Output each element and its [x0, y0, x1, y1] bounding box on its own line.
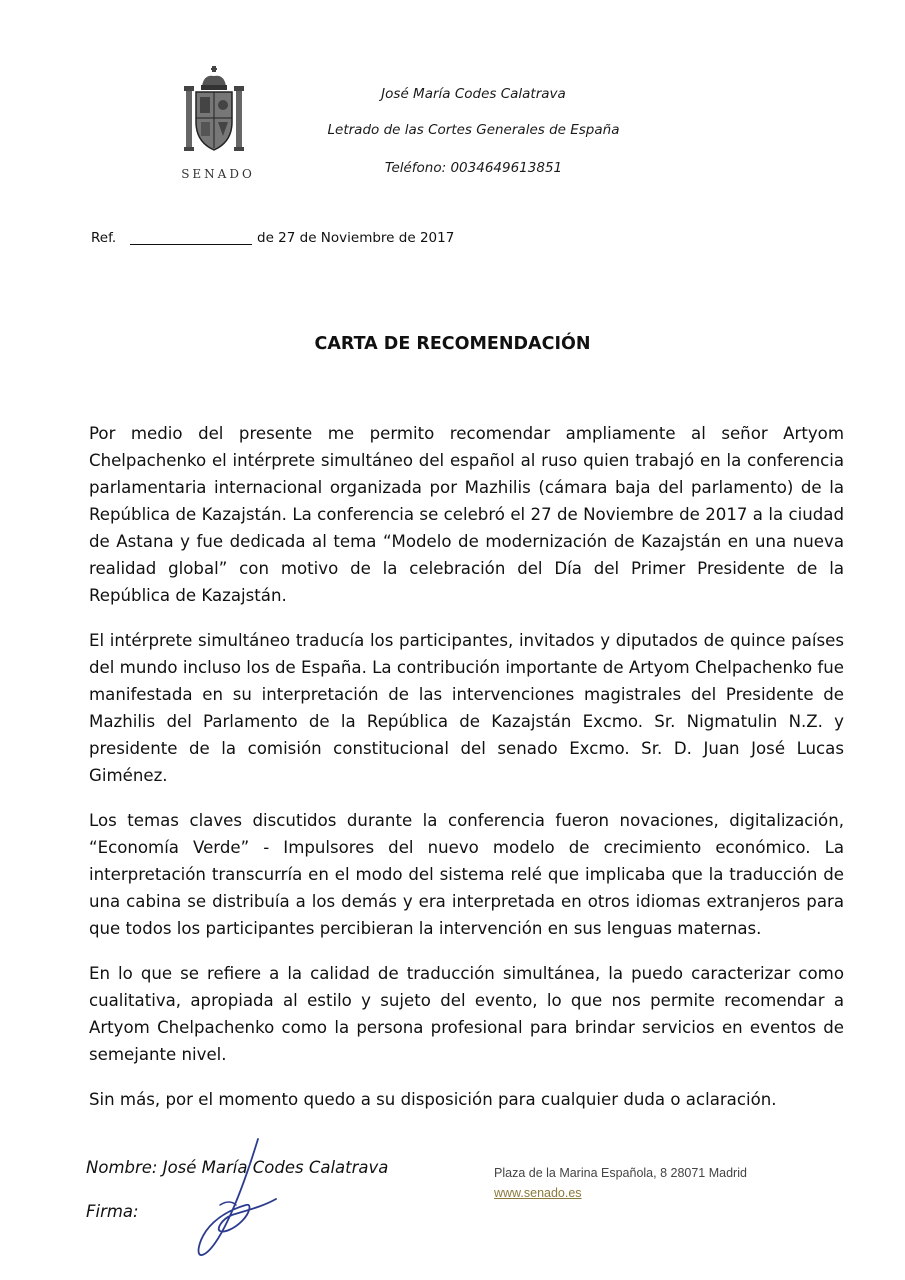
signer-name: Nombre: José María Codes Calatrava [86, 1158, 389, 1177]
footer-address: Plaza de la Marina Española, 8 28071 Madrid [494, 1166, 747, 1180]
handwritten-signature [180, 1135, 280, 1260]
seal-caption: SENADO [181, 167, 255, 181]
sender-phone: Teléfono: 0034649613851 [384, 160, 563, 176]
ref-label: Ref. [91, 230, 117, 246]
letter-date: de 27 de Noviembre de 2017 [257, 230, 455, 246]
ref-blank-line [130, 244, 252, 245]
paragraph-1: Por medio del presente me permito recomendar ampliamente al señor Artyom Chelpachenko el intérprete simultáneo del español al ruso quien trabajó en la conferencia parlamentaria internacional organizada por Mazhilis (cámara baja del parlamento) de la República de Kazajstán. La conferencia se celebró el 27 de Noviembre de 2017 a la ciudad de Astana y fue dedicada al tema “Modelo de modernización de Kazajstán en una nueva realidad global” con motivo de la celebración del Día del Primer Presidente de la República de Kazajstán. [89, 424, 844, 605]
letter-body [89, 420, 844, 1131]
paragraph-3: Los temas claves discutidos durante la conferencia fueron novaciones, digitalización, “Economía Verde” - Impulsores del nuevo modelo de crecimiento económico. La interpretación transcurría en el modo del sistema relé que implicaba que la traducción de una cabina se distribuía a los demás y era interpretada en otros idiomas extranjeros para que todos los participantes percibieran la intervención en sus lenguas maternas. [89, 811, 844, 938]
paragraph-4: En lo que se refiere a la calidad de traducción simultánea, la puedo caracterizar como cualitativa, apropiada al estilo y sujeto del evento, lo que nos permite recomendar a Artyom Chelpachenko como la persona profesional para brindar servicios en eventos de semejante nivel. [89, 964, 844, 1064]
footer-website-link[interactable]: www.senado.es [494, 1186, 582, 1200]
firma-label: Firma: [86, 1202, 139, 1221]
sender-title: Letrado de las Cortes Generales de España [327, 122, 620, 138]
senado-seal-icon [182, 64, 260, 164]
document-title: CARTA DE RECOMENDACIÓN [314, 334, 591, 354]
paragraph-2: El intérprete simultáneo traducía los participantes, invitados y diputados de quince países del mundo incluso los de España. La contribución importante de Artyom Chelpachenko fue manifestada en su interpretación de las intervenciones magistrales del Presidente de Mazhilis del Parlamento de la República de Kazajstán Excmo. Sr. Nigmatulin N.Z. y presidente de la comisión constitucional del senado Excmo. Sr. D. Juan José Lucas Giménez. [89, 631, 844, 785]
sender-name: José María Codes Calatrava [381, 86, 566, 102]
paragraph-5: Sin más, por el momento quedo a su disposición para cualquier duda o aclaración. [89, 1090, 777, 1109]
